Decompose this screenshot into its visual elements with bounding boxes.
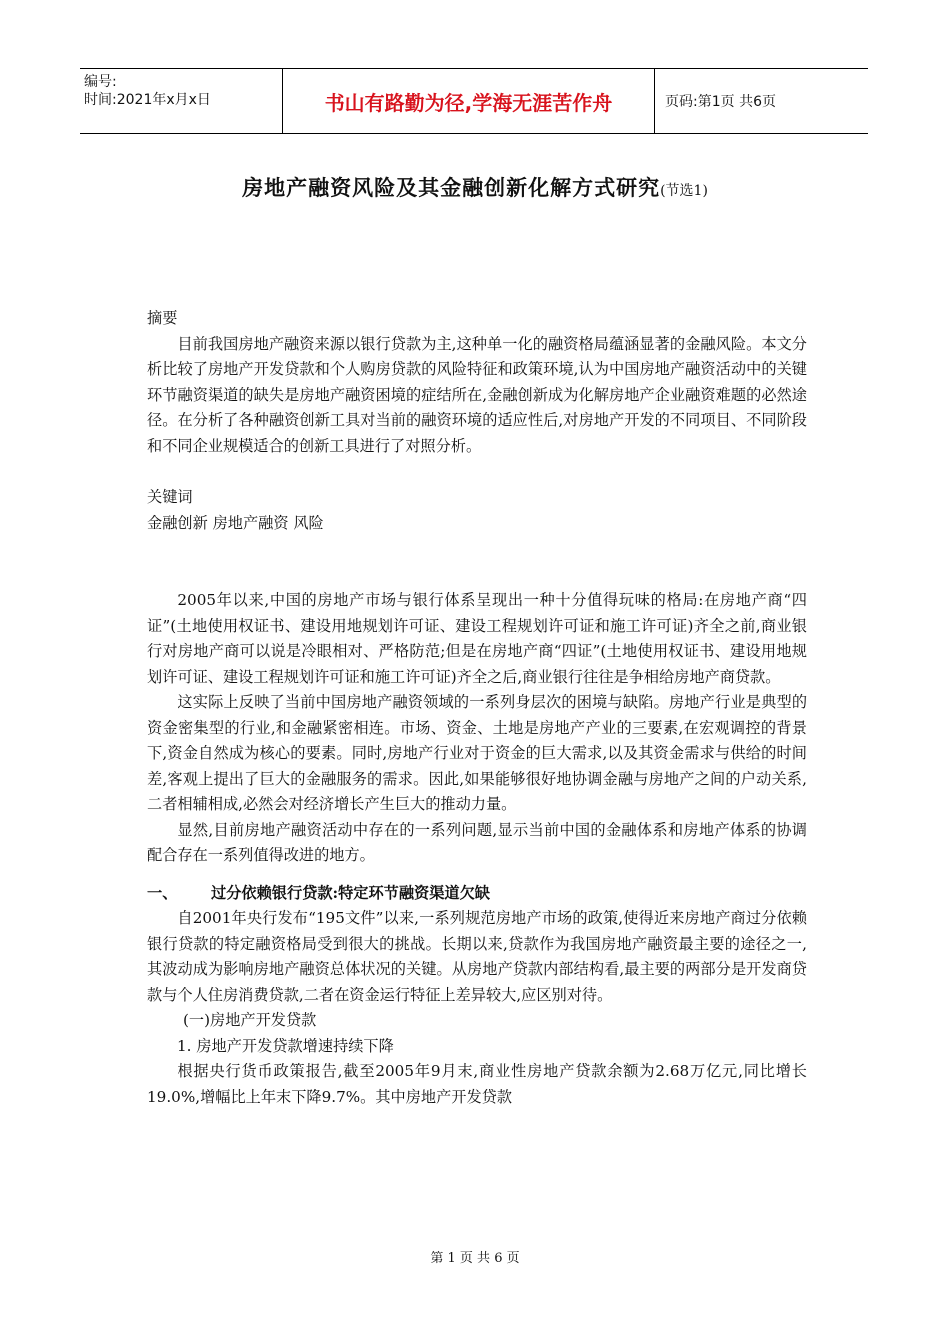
header-meta [80,69,283,133]
page-footer: 第 1 页 共 6 页 [430,1251,520,1266]
keywords-heading: 关键词 [147,488,193,506]
section-paragraph-2: 根据央行货币政策报告,截至2005年9月末,商业性房地产贷款余额为2.68万亿元,同比增长19.0%,增幅比上年末下降9.7%。其中房地产开发贷款 [147,1062,807,1106]
subsection-heading: (一)房地产开发贷款 [183,1011,317,1029]
body-paragraph: 显然,目前房地产融资活动中存在的一系列问题,显示当前中国的金融体系和房地产体系的协调配合存在一系列值得改进的地方。 [147,820,807,864]
title-text: 房地产融资风险及其金融创新化解方式研究 [242,175,661,200]
abstract-body: 目前我国房地产融资来源以银行贷款为主,这种单一化的融资格局蕴涵显著的金融风险。本文分析比较了房地产开发贷款和个人购房贷款的风险特征和政策环境,认为中国房地产融资活动中的关键环节融资渠道的缺失是房地产融资困境的症结所在,金融创新成为化解房地产企业融资难题的必然途径。在分析了各种融资创新工具对当前的融资环境的适应性后,对房地产开发的不同项目、不同阶段和不同企业规模适合的创新工具进行了对照分析。 [147,334,807,455]
body-paragraph: 这实际上反映了当前中国房地产融资领域的一系列身层次的困境与缺陷。房地产行业是典型的资金密集型的行业,和金融紧密相连。市场、资金、土地是房地产产业的三要素,在宏观调控的背景下,资金自然成为核心的要素。同时,房地产行业对于资金的巨大需求,以及其资金需求与供给的时间差,客观上提出了巨大的金融服务的需求。因此,如果能够很好地协调金融与房地产之间的户动关系,二者相辅相成,必然会对经济增长产生巨大的推动力量。 [147,693,807,813]
header-table [80,68,868,134]
time-label: 时间:2021年x月x日 [84,92,211,108]
section-heading [147,881,807,907]
body-paragraph: 2005年以来,中国的房地产市场与银行体系呈现出一种十分值得玩味的格局:在房地产商“四证”(土地使用权证书、建设用地规划许可证、建设工程规划许可证和施工许可证)齐全之前,商业银行对房地产商可以说是冷眼相对、严格防范;但是在房地产商“四证”(土地使用权证书、建设用地规划许可证、建设工程规划许可证和施工许可证)齐全之后,商业银行往往是争相给房地产商贷款。 [147,591,807,686]
abstract-heading: 摘要 [147,309,178,327]
title-note: (节选1) [660,183,708,199]
document-body [147,306,807,1110]
header-motto: 书山有路勤为径,学海无涯苦作舟 [283,69,655,133]
keywords: 金融创新 房地产融资 风险 [147,513,324,532]
header-page-info: 页码:第1页 共6页 [665,94,776,110]
section-title: 过分依赖银行贷款:特定环节融资渠道欠缺 [211,883,490,902]
subsubsection-heading: 1. 房地产开发贷款增速持续下降 [177,1036,394,1055]
document-title [0,172,950,202]
section-paragraph: 自2001年央行发布“195文件”以来,一系列规范房地产市场的政策,使得近来房地产商过分依赖银行贷款的特定融资格局受到很大的挑战。长期以来,贷款作为我国房地产融资最主要的途径之一,其波动成为影响房地产融资总体状况的关键。从房地产贷款内部结构看,最主要的两部分是开发商贷款与个人住房消费贷款,二者在资金运行特征上差异较大,应区别对待。 [147,909,807,1004]
number-label: 编号: [84,74,117,90]
section-number: 一、 [147,883,178,902]
